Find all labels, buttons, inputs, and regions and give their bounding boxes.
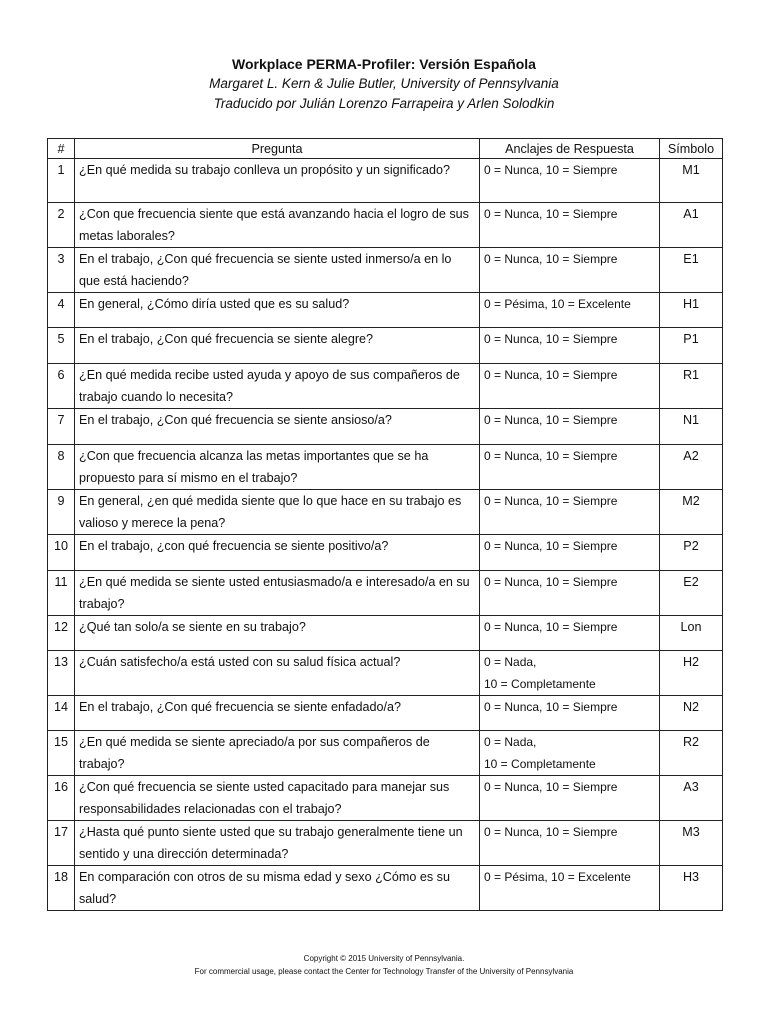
response-anchors: 0 = Nunca, 10 = Siempre [480, 445, 660, 490]
question-text: ¿Con que frecuencia alcanza las metas importantes que se ha propuesto para sí mismo en el trabajo? [75, 445, 480, 490]
response-anchors: 0 = Nunca, 10 = Siempre [480, 159, 660, 203]
question-symbol: N2 [660, 696, 723, 731]
question-text: ¿En qué medida se siente apreciado/a por sus compañeros de trabajo? [75, 731, 480, 776]
question-number: 3 [48, 248, 75, 293]
question-number: 5 [48, 328, 75, 364]
question-symbol: H2 [660, 651, 723, 696]
question-text: ¿En qué medida recibe usted ayuda y apoyo de sus compañeros de trabajo cuando lo necesita? [75, 364, 480, 409]
response-anchors: 0 = Nunca, 10 = Siempre [480, 535, 660, 571]
question-number: 8 [48, 445, 75, 490]
question-text: ¿Con qué frecuencia se siente usted capacitado para manejar sus responsabilidades relacionadas con el trabajo? [75, 776, 480, 821]
question-text: En comparación con otros de su misma edad y sexo ¿Cómo es su salud? [75, 866, 480, 911]
question-number: 11 [48, 571, 75, 616]
question-text: En el trabajo, ¿Con qué frecuencia se siente usted inmerso/a en lo que está haciendo? [75, 248, 480, 293]
question-symbol: N1 [660, 409, 723, 445]
column-header-question: Pregunta [75, 139, 480, 159]
question-number: 4 [48, 293, 75, 328]
table-row [48, 203, 723, 248]
table-row [48, 866, 723, 911]
question-symbol: Lon [660, 616, 723, 651]
question-text: En el trabajo, ¿Con qué frecuencia se siente alegre? [75, 328, 480, 364]
column-header-number: # [48, 139, 75, 159]
question-number: 1 [48, 159, 75, 203]
column-header-anchors: Anclajes de Respuesta [480, 139, 660, 159]
response-anchors: 0 = Nunca, 10 = Siempre [480, 328, 660, 364]
question-number: 14 [48, 696, 75, 731]
question-symbol: M3 [660, 821, 723, 866]
response-anchors: 0 = Nunca, 10 = Siempre [480, 821, 660, 866]
table-row [48, 490, 723, 535]
table-row [48, 776, 723, 821]
table-row [48, 445, 723, 490]
question-symbol: R2 [660, 731, 723, 776]
table-row [48, 616, 723, 651]
question-symbol: E1 [660, 248, 723, 293]
question-text: ¿En qué medida su trabajo conlleva un propósito y un significado? [75, 159, 480, 203]
question-symbol: H3 [660, 866, 723, 911]
question-text: ¿Cuán satisfecho/a está usted con su salud física actual? [75, 651, 480, 696]
question-symbol: R1 [660, 364, 723, 409]
question-text: En el trabajo, ¿Con qué frecuencia se siente enfadado/a? [75, 696, 480, 731]
question-number: 7 [48, 409, 75, 445]
question-symbol: P2 [660, 535, 723, 571]
question-number: 9 [48, 490, 75, 535]
question-text: En general, ¿en qué medida siente que lo que hace en su trabajo es valioso y merece la pena? [75, 490, 480, 535]
table-header-row [48, 139, 723, 159]
copyright-notice: Copyright © 2015 University of Pennsylvania. [303, 954, 465, 963]
question-number: 17 [48, 821, 75, 866]
table-row [48, 821, 723, 866]
table-row [48, 293, 723, 328]
response-anchors: 0 = Pésima, 10 = Excelente [480, 866, 660, 911]
question-symbol: M1 [660, 159, 723, 203]
table-row [48, 364, 723, 409]
document-title: Workplace PERMA-Profiler: Versión Española [232, 56, 536, 72]
table-row [48, 571, 723, 616]
question-number: 2 [48, 203, 75, 248]
table-row [48, 248, 723, 293]
response-anchors: 0 = Nunca, 10 = Siempre [480, 571, 660, 616]
response-anchors: 0 = Nunca, 10 = Siempre [480, 409, 660, 445]
question-symbol: H1 [660, 293, 723, 328]
translators-line: Traducido por Julián Lorenzo Farrapeira y Arlen Solodkin [213, 96, 555, 111]
questions-table [47, 138, 723, 911]
table-row [48, 328, 723, 364]
response-anchors: 0 = Pésima, 10 = Excelente [480, 293, 660, 328]
table-row [48, 159, 723, 203]
question-number: 10 [48, 535, 75, 571]
question-symbol: A1 [660, 203, 723, 248]
table-row [48, 731, 723, 776]
response-anchors: 0 = Nunca, 10 = Siempre [480, 490, 660, 535]
response-anchors: 0 = Nunca, 10 = Siempre [480, 696, 660, 731]
response-anchors: 0 = Nunca, 10 = Siempre [480, 776, 660, 821]
question-number: 6 [48, 364, 75, 409]
question-symbol: P1 [660, 328, 723, 364]
question-text: En el trabajo, ¿con qué frecuencia se siente positivo/a? [75, 535, 480, 571]
question-number: 18 [48, 866, 75, 911]
question-symbol: E2 [660, 571, 723, 616]
commercial-usage-notice: For commercial usage, please contact the Center for Technology Transfer of the University of Pennsylvania [194, 967, 574, 976]
question-symbol: A3 [660, 776, 723, 821]
question-symbol: M2 [660, 490, 723, 535]
question-text: ¿Qué tan solo/a se siente en su trabajo? [75, 616, 480, 651]
question-number: 16 [48, 776, 75, 821]
column-header-symbol: Símbolo [660, 139, 723, 159]
question-text: En general, ¿Cómo diría usted que es su salud? [75, 293, 480, 328]
response-anchors: 0 = Nunca, 10 = Siempre [480, 248, 660, 293]
question-symbol: A2 [660, 445, 723, 490]
table-row [48, 651, 723, 696]
question-text: ¿En qué medida se siente usted entusiasmado/a e interesado/a en su trabajo? [75, 571, 480, 616]
table-row [48, 696, 723, 731]
table-row [48, 409, 723, 445]
response-anchors: 0 = Nada, 10 = Completamente [480, 731, 660, 776]
response-anchors: 0 = Nunca, 10 = Siempre [480, 364, 660, 409]
authors-line: Margaret L. Kern & Julie Butler, University of Pennsylvania [209, 76, 559, 91]
question-text: En el trabajo, ¿Con qué frecuencia se siente ansioso/a? [75, 409, 480, 445]
question-number: 15 [48, 731, 75, 776]
response-anchors: 0 = Nunca, 10 = Siempre [480, 203, 660, 248]
question-number: 13 [48, 651, 75, 696]
question-text: ¿Hasta qué punto siente usted que su trabajo generalmente tiene un sentido y una dirección determinada? [75, 821, 480, 866]
footer [0, 952, 768, 978]
response-anchors: 0 = Nunca, 10 = Siempre [480, 616, 660, 651]
question-text: ¿Con que frecuencia siente que está avanzando hacia el logro de sus metas laborales? [75, 203, 480, 248]
response-anchors: 0 = Nada, 10 = Completamente [480, 651, 660, 696]
table-row [48, 535, 723, 571]
document-header [0, 55, 768, 114]
question-number: 12 [48, 616, 75, 651]
